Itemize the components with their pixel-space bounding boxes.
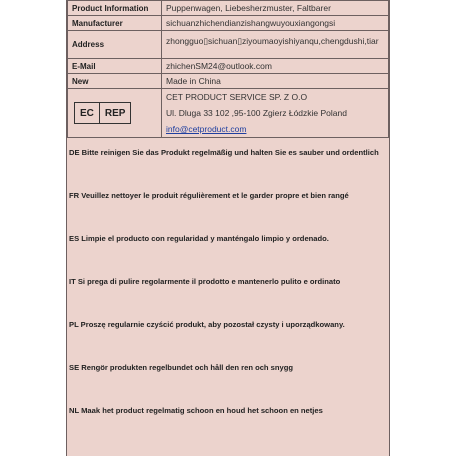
table-row xyxy=(68,74,389,89)
ec-rep-cell xyxy=(68,89,162,138)
rep-label: REP xyxy=(99,103,131,123)
row-value: Puppenwagen, Liebesherzmuster, Faltbarer xyxy=(162,1,389,16)
product-info-table xyxy=(67,0,389,138)
ec-rep-details xyxy=(162,89,389,138)
table-row xyxy=(68,31,389,59)
ec-rep-address: Ul. Dluga 33 102 ,95-100 Zgierz Łódzkie Poland xyxy=(166,108,347,118)
row-value: sichuanzhichendianzishangwuyouxiangongsi xyxy=(162,16,389,31)
row-label: Product Information xyxy=(68,1,162,16)
cleaning-instruction-es: ES Limpie el producto con regularidad y manténgalo limpio y ordenado. xyxy=(69,234,329,243)
ec-rep-email-link[interactable]: info@cetproduct.com xyxy=(166,124,247,134)
cleaning-instruction-de: DE Bitte reinigen Sie das Produkt regelmäßig und halten Sie es sauber und ordentlich xyxy=(69,148,379,157)
cleaning-instruction-nl: NL Maak het product regelmatig schoon en houd het schoon en netjes xyxy=(69,406,323,415)
cleaning-instruction-pl: PL Proszę regularnie czyścić produkt, aby pozostał czysty i uporządkowany. xyxy=(69,320,345,329)
row-label: Address xyxy=(68,31,162,59)
ec-rep-row xyxy=(68,89,389,138)
row-label: Manufacturer xyxy=(68,16,162,31)
row-value: zhichenSM24@outlook.com xyxy=(162,59,389,74)
table-row xyxy=(68,59,389,74)
cleaning-instruction-fr: FR Veuillez nettoyer le produit régulièrement et le garder propre et bien rangé xyxy=(69,191,349,200)
cleaning-instruction-it: IT Si prega di pulire regolarmente il prodotto e mantenerlo pulito e ordinato xyxy=(69,277,341,286)
ec-rep-symbol xyxy=(74,102,131,124)
row-value: Made in China xyxy=(162,74,389,89)
ec-label: EC xyxy=(80,107,94,119)
table-row xyxy=(68,1,389,16)
table-row xyxy=(68,16,389,31)
row-label: E-Mail xyxy=(68,59,162,74)
cleaning-instruction-se: SE Rengör produkten regelbundet och håll den ren och snygg xyxy=(69,363,294,372)
ec-rep-company: CET PRODUCT SERVICE SP. Z O.O xyxy=(166,92,308,102)
row-label: New xyxy=(68,74,162,89)
product-info-sheet xyxy=(66,0,390,456)
row-value: zhongguo▯sichuan▯ziyoumaoyishiyanqu,chengdushi,tiar xyxy=(162,31,389,59)
